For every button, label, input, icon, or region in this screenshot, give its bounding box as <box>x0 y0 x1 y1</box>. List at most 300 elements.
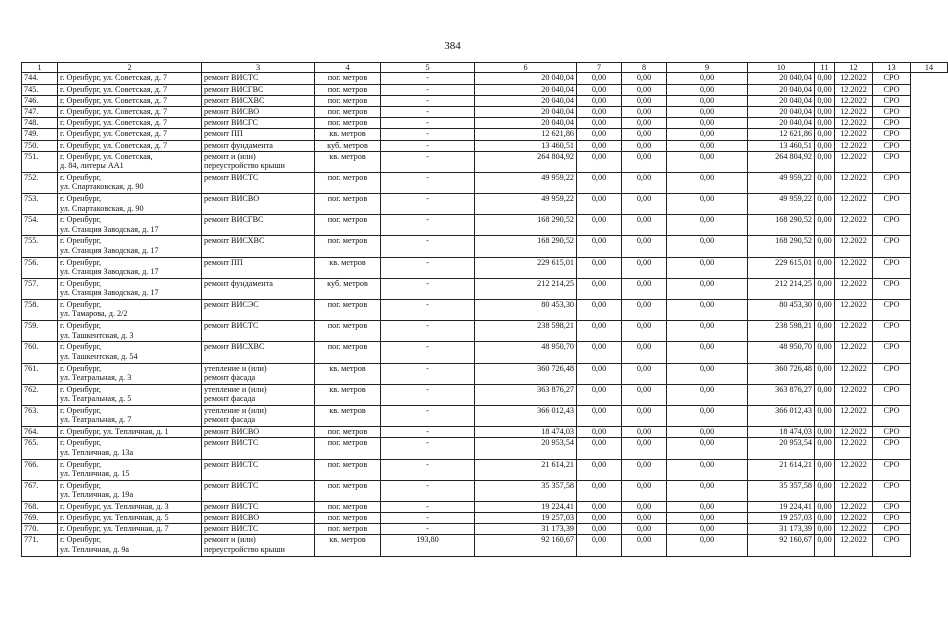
source-cell: СРО <box>873 321 911 342</box>
work-type-line: ремонт ВИСТС <box>204 438 259 448</box>
total-cost-cell: 31 173,39 <box>475 524 577 535</box>
column-header-3: 3 <box>202 63 315 73</box>
col9-cell: 0,00 <box>622 257 667 278</box>
page-number: 384 <box>444 40 461 52</box>
address-cell <box>58 236 202 257</box>
quantity-cell: - <box>381 236 475 257</box>
col10-cell: 0,00 <box>667 151 748 172</box>
work-type-line: ремонт ПП <box>204 257 243 267</box>
work-type-line: утепление и (или) <box>204 405 267 415</box>
row-number-cell: 754. <box>22 215 58 236</box>
col8-cell: 0,00 <box>577 215 622 236</box>
col9-cell: 0,00 <box>622 427 667 438</box>
col10-cell: 0,00 <box>667 513 748 524</box>
col10-cell: 0,00 <box>667 172 748 193</box>
unit-cell: кв. метров <box>315 384 381 405</box>
period-cell: 12.2022 <box>835 236 873 257</box>
work-type-cell <box>202 405 315 426</box>
unit-cell: пог. метров <box>315 524 381 535</box>
col9-cell: 0,00 <box>622 363 667 384</box>
col9-cell: 0,00 <box>622 405 667 426</box>
col12-cell: 0,00 <box>815 438 835 459</box>
column-header-11: 11 <box>815 63 835 73</box>
quantity-cell: - <box>381 405 475 426</box>
col8-cell: 0,00 <box>577 257 622 278</box>
address-line: ул. Ташкентская, д. 54 <box>60 351 138 361</box>
col12-cell: 0,00 <box>815 535 835 556</box>
total-cost-cell: 366 012,43 <box>475 405 577 426</box>
row-number-cell: 771. <box>22 535 58 556</box>
col9-cell: 0,00 <box>622 278 667 299</box>
total-cost-cell: 238 598,21 <box>475 321 577 342</box>
work-type-line: переустройство крыши <box>204 544 285 554</box>
col11-cell: 31 173,39 <box>748 524 815 535</box>
total-cost-cell: 363 876,27 <box>475 384 577 405</box>
col8-cell: 0,00 <box>577 84 622 95</box>
quantity-cell: - <box>381 501 475 512</box>
col9-cell: 0,00 <box>622 194 667 215</box>
table-row <box>22 342 948 363</box>
col9-cell: 0,00 <box>622 172 667 193</box>
col10-cell: 0,00 <box>667 524 748 535</box>
col12-cell: 0,00 <box>815 300 835 321</box>
address-line: г. Оренбург, <box>60 342 102 352</box>
quantity-cell: - <box>381 342 475 363</box>
table-row <box>22 384 948 405</box>
address-line: д. 84, литеры АА1 <box>60 161 124 171</box>
col10-cell: 0,00 <box>667 480 748 501</box>
unit-cell: пог. метров <box>315 480 381 501</box>
work-type-cell <box>202 342 315 363</box>
unit-cell: кв. метров <box>315 535 381 556</box>
source-cell: СРО <box>873 459 911 480</box>
work-type-cell <box>202 129 315 140</box>
col9-cell: 0,00 <box>622 236 667 257</box>
unit-cell: куб. метров <box>315 140 381 151</box>
quantity-cell: - <box>381 106 475 117</box>
address-line: ул. Станция Заводская, д. 17 <box>60 267 159 277</box>
address-cell <box>58 106 202 117</box>
total-cost-cell: 229 615,01 <box>475 257 577 278</box>
col10-cell: 0,00 <box>667 278 748 299</box>
period-cell: 12.2022 <box>835 321 873 342</box>
period-cell: 12.2022 <box>835 427 873 438</box>
address-line: г. Оренбург, <box>60 321 102 331</box>
source-cell: СРО <box>873 95 911 106</box>
work-type-cell <box>202 257 315 278</box>
col12-cell: 0,00 <box>815 501 835 512</box>
col11-cell: 168 290,52 <box>748 215 815 236</box>
col10-cell: 0,00 <box>667 384 748 405</box>
total-cost-cell: 168 290,52 <box>475 236 577 257</box>
repair-register-table <box>21 62 948 557</box>
total-cost-cell: 35 357,58 <box>475 480 577 501</box>
col10-cell: 0,00 <box>667 140 748 151</box>
source-cell: СРО <box>873 172 911 193</box>
row-number-cell: 747. <box>22 106 58 117</box>
address-line: г. Оренбург, ул. Советская, <box>60 151 153 161</box>
total-cost-cell: 264 804,92 <box>475 151 577 172</box>
address-line: ул. Тепличная, д. 19а <box>60 490 134 500</box>
quantity-cell: - <box>381 95 475 106</box>
table-row <box>22 236 948 257</box>
col8-cell: 0,00 <box>577 106 622 117</box>
quantity-cell: - <box>381 151 475 172</box>
address-cell <box>58 480 202 501</box>
address-cell <box>58 459 202 480</box>
work-type-cell <box>202 513 315 524</box>
row-number-cell: 767. <box>22 480 58 501</box>
col8-cell: 0,00 <box>577 535 622 556</box>
quantity-cell: - <box>381 363 475 384</box>
source-cell: СРО <box>873 427 911 438</box>
period-cell: 12.2022 <box>835 513 873 524</box>
period-cell: 12.2022 <box>835 459 873 480</box>
col8-cell: 0,00 <box>577 140 622 151</box>
total-cost-cell: 20 040,04 <box>475 95 577 106</box>
work-type-cell <box>202 151 315 172</box>
row-number-cell: 763. <box>22 405 58 426</box>
address-line: ул. Ташкентская, д. 3 <box>60 330 134 340</box>
col10-cell: 0,00 <box>667 194 748 215</box>
source-cell: СРО <box>873 84 911 95</box>
period-cell: 12.2022 <box>835 151 873 172</box>
work-type-cell <box>202 140 315 151</box>
unit-cell: пог. метров <box>315 73 381 84</box>
total-cost-cell: 21 614,21 <box>475 459 577 480</box>
address-cell <box>58 513 202 524</box>
unit-cell: куб. метров <box>315 278 381 299</box>
work-type-cell <box>202 384 315 405</box>
source-cell: СРО <box>873 438 911 459</box>
address-line: г. Оренбург, <box>60 384 102 394</box>
table-row <box>22 140 948 151</box>
address-cell <box>58 405 202 426</box>
col12-cell: 0,00 <box>815 84 835 95</box>
table-row <box>22 194 948 215</box>
unit-cell: пог. метров <box>315 95 381 106</box>
col9-cell: 0,00 <box>622 151 667 172</box>
source-cell: СРО <box>873 405 911 426</box>
unit-cell: пог. метров <box>315 513 381 524</box>
col10-cell: 0,00 <box>667 321 748 342</box>
address-cell <box>58 257 202 278</box>
total-cost-cell: 20 040,04 <box>475 118 577 129</box>
address-cell <box>58 363 202 384</box>
table-row <box>22 513 948 524</box>
row-number-cell: 751. <box>22 151 58 172</box>
column-header-9: 9 <box>667 63 748 73</box>
col8-cell: 0,00 <box>577 459 622 480</box>
work-type-line: утепление и (или) <box>204 384 267 394</box>
column-header-10: 10 <box>748 63 815 73</box>
work-type-cell <box>202 480 315 501</box>
col9-cell: 0,00 <box>622 524 667 535</box>
col9-cell: 0,00 <box>622 384 667 405</box>
col8-cell: 0,00 <box>577 300 622 321</box>
source-cell: СРО <box>873 215 911 236</box>
col11-cell: 20 040,04 <box>748 95 815 106</box>
col12-cell: 0,00 <box>815 427 835 438</box>
col9-cell: 0,00 <box>622 535 667 556</box>
unit-cell: пог. метров <box>315 236 381 257</box>
source-cell: СРО <box>873 300 911 321</box>
col12-cell: 0,00 <box>815 236 835 257</box>
col11-cell: 212 214,25 <box>748 278 815 299</box>
total-cost-cell: 48 950,70 <box>475 342 577 363</box>
row-number-cell: 758. <box>22 300 58 321</box>
work-type-line: ремонт ВИСТС <box>204 172 259 182</box>
source-cell: СРО <box>873 384 911 405</box>
col11-cell: 92 160,67 <box>748 535 815 556</box>
col11-cell: 168 290,52 <box>748 236 815 257</box>
work-type-cell <box>202 73 315 84</box>
source-cell: СРО <box>873 194 911 215</box>
address-cell <box>58 342 202 363</box>
quantity-cell: - <box>381 427 475 438</box>
col12-cell: 0,00 <box>815 73 835 84</box>
table-row <box>22 438 948 459</box>
col8-cell: 0,00 <box>577 524 622 535</box>
col9-cell: 0,00 <box>622 342 667 363</box>
address-line: г. Оренбург, ул. Тепличная, д. 1 <box>60 427 169 437</box>
col10-cell: 0,00 <box>667 427 748 438</box>
total-cost-cell: 92 160,67 <box>475 535 577 556</box>
col12-cell: 0,00 <box>815 194 835 215</box>
address-cell <box>58 321 202 342</box>
work-type-line: ремонт фундамента <box>204 278 273 288</box>
column-header-13: 13 <box>873 63 911 73</box>
work-type-line: ремонт ВИСТС <box>204 73 259 83</box>
table-row <box>22 278 948 299</box>
work-type-cell <box>202 278 315 299</box>
period-cell: 12.2022 <box>835 278 873 299</box>
column-header-8: 8 <box>622 63 667 73</box>
col10-cell: 0,00 <box>667 95 748 106</box>
total-cost-cell: 19 257,03 <box>475 513 577 524</box>
total-cost-cell: 19 224,41 <box>475 501 577 512</box>
col9-cell: 0,00 <box>622 300 667 321</box>
table-row <box>22 129 948 140</box>
col9-cell: 0,00 <box>622 84 667 95</box>
work-type-line: ремонт и (или) <box>204 151 256 161</box>
unit-cell: пог. метров <box>315 427 381 438</box>
quantity-cell: - <box>381 172 475 193</box>
col9-cell: 0,00 <box>622 438 667 459</box>
source-cell: СРО <box>873 129 911 140</box>
col10-cell: 0,00 <box>667 363 748 384</box>
column-header-2: 2 <box>58 63 202 73</box>
col8-cell: 0,00 <box>577 363 622 384</box>
total-cost-cell: 49 959,22 <box>475 172 577 193</box>
address-cell <box>58 215 202 236</box>
work-type-line: ремонт ВИСГВС <box>204 84 264 94</box>
col9-cell: 0,00 <box>622 73 667 84</box>
row-number-cell: 750. <box>22 140 58 151</box>
address-line: г. Оренбург, <box>60 480 102 490</box>
period-cell: 12.2022 <box>835 501 873 512</box>
address-line: г. Оренбург, <box>60 215 102 225</box>
work-type-line: ремонт фасада <box>204 373 256 382</box>
col11-cell: 19 257,03 <box>748 513 815 524</box>
source-cell: СРО <box>873 257 911 278</box>
col8-cell: 0,00 <box>577 194 622 215</box>
quantity-cell: - <box>381 278 475 299</box>
table-body <box>22 73 948 556</box>
col11-cell: 13 460,51 <box>748 140 815 151</box>
work-type-cell <box>202 501 315 512</box>
col12-cell: 0,00 <box>815 513 835 524</box>
row-number-cell: 766. <box>22 459 58 480</box>
table-row <box>22 480 948 501</box>
column-header-7: 7 <box>577 63 622 73</box>
period-cell: 12.2022 <box>835 172 873 193</box>
address-line: г. Оренбург, ул. Советская, д. 7 <box>60 129 168 139</box>
total-cost-cell: 18 474,03 <box>475 427 577 438</box>
work-type-line: утепление и (или) <box>204 363 267 373</box>
column-header-1: 1 <box>22 63 58 73</box>
period-cell: 12.2022 <box>835 140 873 151</box>
col11-cell: 35 357,58 <box>748 480 815 501</box>
col9-cell: 0,00 <box>622 321 667 342</box>
address-cell <box>58 278 202 299</box>
col12-cell: 0,00 <box>815 172 835 193</box>
col8-cell: 0,00 <box>577 151 622 172</box>
col12-cell: 0,00 <box>815 118 835 129</box>
address-line: ул. Спартаковская, д. 90 <box>60 182 144 192</box>
address-line: г. Оренбург, <box>60 405 102 415</box>
source-cell: СРО <box>873 278 911 299</box>
col10-cell: 0,00 <box>667 215 748 236</box>
quantity-cell: - <box>381 300 475 321</box>
table-row <box>22 257 948 278</box>
unit-cell: пог. метров <box>315 459 381 480</box>
table-row <box>22 321 948 342</box>
period-cell: 12.2022 <box>835 480 873 501</box>
quantity-cell: - <box>381 215 475 236</box>
period-cell: 12.2022 <box>835 524 873 535</box>
address-line: ул. Театральная, д. 7 <box>60 415 132 425</box>
col12-cell: 0,00 <box>815 129 835 140</box>
col12-cell: 0,00 <box>815 106 835 117</box>
col9-cell: 0,00 <box>622 215 667 236</box>
column-header-5: 5 <box>381 63 475 73</box>
table-row <box>22 459 948 480</box>
col10-cell: 0,00 <box>667 459 748 480</box>
source-cell: СРО <box>873 73 911 84</box>
total-cost-cell: 20 040,04 <box>475 84 577 95</box>
work-type-line: ремонт ВИСХВС <box>204 95 265 105</box>
unit-cell: пог. метров <box>315 438 381 459</box>
col8-cell: 0,00 <box>577 384 622 405</box>
address-line: г. Оренбург, <box>60 438 102 448</box>
table-row <box>22 106 948 117</box>
address-cell <box>58 194 202 215</box>
col9-cell: 0,00 <box>622 480 667 501</box>
period-cell: 12.2022 <box>835 118 873 129</box>
work-type-line: ремонт ВИСВО <box>204 106 260 116</box>
col10-cell: 0,00 <box>667 257 748 278</box>
work-type-cell <box>202 427 315 438</box>
address-line: г. Оренбург, ул. Советская, д. 7 <box>60 73 168 83</box>
unit-cell: кв. метров <box>315 363 381 384</box>
row-number-cell: 760. <box>22 342 58 363</box>
period-cell: 12.2022 <box>835 73 873 84</box>
address-line: ул. Станция Заводская, д. 17 <box>60 288 159 298</box>
address-line: ул. Тамарова, д. 2/2 <box>60 309 128 319</box>
period-cell: 12.2022 <box>835 257 873 278</box>
row-number-cell: 748. <box>22 118 58 129</box>
col10-cell: 0,00 <box>667 236 748 257</box>
col12-cell: 0,00 <box>815 342 835 363</box>
col8-cell: 0,00 <box>577 118 622 129</box>
row-number-cell: 757. <box>22 278 58 299</box>
address-line: ул. Станция Заводская, д. 17 <box>60 224 159 234</box>
row-number-cell: 746. <box>22 95 58 106</box>
work-type-cell <box>202 84 315 95</box>
row-number-cell: 769. <box>22 513 58 524</box>
column-header-4: 4 <box>315 63 381 73</box>
row-number-cell: 744. <box>22 73 58 84</box>
source-cell: СРО <box>873 118 911 129</box>
quantity-cell: - <box>381 73 475 84</box>
table-row <box>22 73 948 84</box>
address-cell <box>58 84 202 95</box>
work-type-cell <box>202 438 315 459</box>
row-number-cell: 755. <box>22 236 58 257</box>
table-row <box>22 535 948 556</box>
col10-cell: 0,00 <box>667 300 748 321</box>
col9-cell: 0,00 <box>622 95 667 106</box>
row-number-cell: 762. <box>22 384 58 405</box>
col8-cell: 0,00 <box>577 95 622 106</box>
col10-cell: 0,00 <box>667 501 748 512</box>
quantity-cell: - <box>381 257 475 278</box>
work-type-line: ремонт ВИСВО <box>204 427 260 437</box>
work-type-cell <box>202 363 315 384</box>
work-type-cell <box>202 524 315 535</box>
period-cell: 12.2022 <box>835 300 873 321</box>
address-cell <box>58 438 202 459</box>
total-cost-cell: 20 040,04 <box>475 73 577 84</box>
work-type-cell <box>202 172 315 193</box>
col10-cell: 0,00 <box>667 106 748 117</box>
period-cell: 12.2022 <box>835 363 873 384</box>
source-cell: СРО <box>873 106 911 117</box>
work-type-line: ремонт ВИСХВС <box>204 236 265 246</box>
address-cell <box>58 300 202 321</box>
total-cost-cell: 13 460,51 <box>475 140 577 151</box>
quantity-cell: - <box>381 84 475 95</box>
work-type-line: ремонт фасада <box>204 394 256 404</box>
col12-cell: 0,00 <box>815 151 835 172</box>
address-line: ул. Театральная, д. 5 <box>60 394 132 404</box>
work-type-cell <box>202 459 315 480</box>
address-line: г. Оренбург, <box>60 363 102 373</box>
col12-cell: 0,00 <box>815 459 835 480</box>
source-cell: СРО <box>873 236 911 257</box>
col11-cell: 264 804,92 <box>748 151 815 172</box>
col8-cell: 0,00 <box>577 438 622 459</box>
work-type-line: ремонт фундамента <box>204 140 273 150</box>
col8-cell: 0,00 <box>577 278 622 299</box>
unit-cell: пог. метров <box>315 501 381 512</box>
address-cell <box>58 140 202 151</box>
address-line: г. Оренбург, ул. Тепличная, д. 3 <box>60 501 169 511</box>
work-type-cell <box>202 535 315 556</box>
work-type-line: ремонт ВИСТС <box>204 524 259 534</box>
unit-cell: кв. метров <box>315 151 381 172</box>
